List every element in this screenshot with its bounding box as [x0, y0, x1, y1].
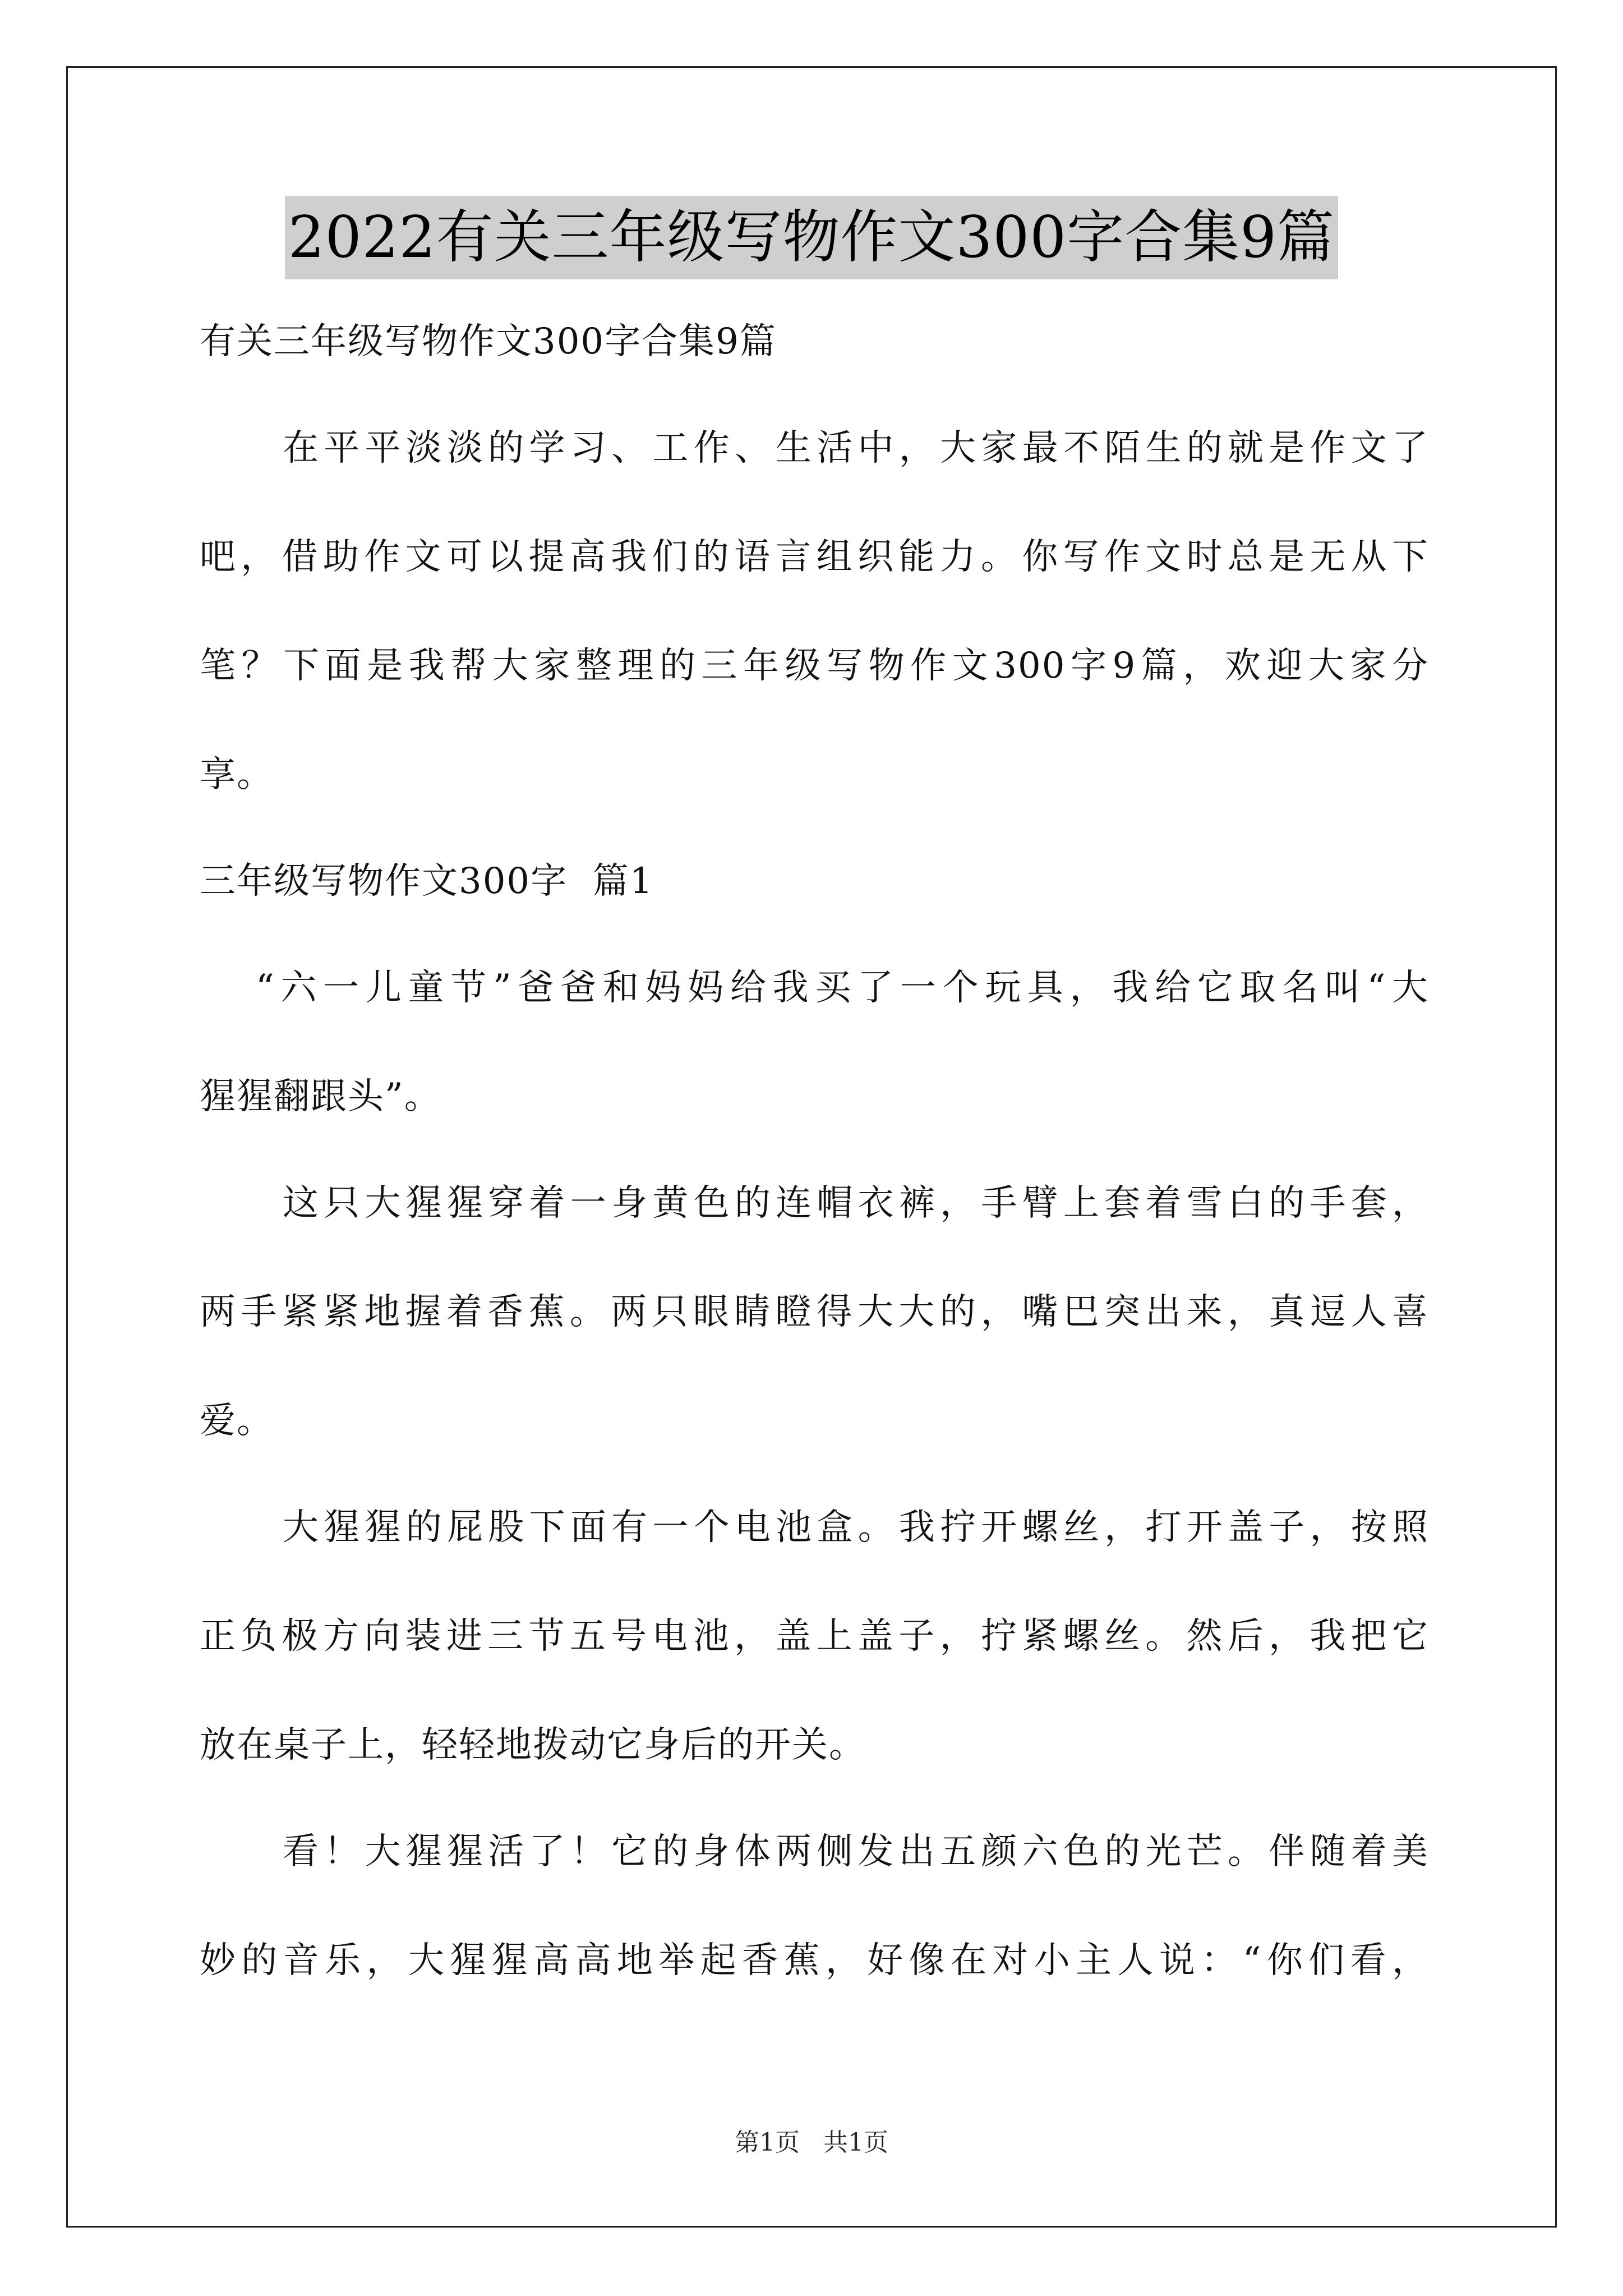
paragraph-line: 爱。	[200, 1400, 274, 1442]
paragraph-line: 正负极方向装进三节五号电池，盖上盖子，拧紧螺丝。然后，我把它	[200, 1616, 1429, 1657]
body-paragraph	[200, 1824, 1429, 1988]
paragraph-line: 吧，借助作文可以提高我们的语言组织能力。你写作文时总是无从下	[200, 536, 1429, 578]
document-subtitle: 有关三年级写物作文300字合集9篇	[200, 321, 777, 362]
paragraph-line: 笔？下面是我帮大家整理的三年级写物作文300字9篇，欢迎大家分	[200, 645, 1429, 687]
document-body	[200, 314, 1429, 2040]
paragraph-line: 看！大猩猩活了！它的身体两侧发出五颜六色的光芒。伴随着美	[283, 1831, 1429, 1872]
body-paragraph	[200, 1500, 1429, 1773]
paragraph-line: 妙的音乐，大猩猩高高地举起香蕉，好像在对小主人说：“你们看，	[200, 1940, 1429, 1981]
section-heading: 三年级写物作文300字 篇1	[200, 861, 654, 902]
document-title: 2022有关三年级写物作文300字合集9篇	[285, 196, 1338, 279]
title-container	[0, 196, 1623, 279]
body-paragraph	[200, 1176, 1429, 1448]
page-footer: 第1页 共1页	[735, 2128, 888, 2157]
paragraph-line: 大猩猩的屁股下面有一个电池盒。我拧开螺丝，打开盖子，按照	[283, 1507, 1429, 1548]
paragraph-line: 这只大猩猩穿着一身黄色的连帽衣裤，手臂上套着雪白的手套，	[283, 1182, 1429, 1224]
intro-paragraph	[200, 421, 1429, 802]
paragraph-line: 在平平淡淡的学习、工作、生活中，大家最不陌生的就是作文了	[283, 427, 1429, 469]
paragraph-line: 放在桌子上，轻轻地拨动它身后的开关。	[200, 1724, 866, 1766]
body-paragraph	[200, 960, 1429, 1124]
paragraph-line: 享。	[200, 754, 274, 795]
paragraph-line: 猩猩翻跟头”。	[200, 1076, 441, 1117]
paragraph-line: “六一儿童节”爸爸和妈妈给我买了一个玩具，我给它取名叫“大	[256, 967, 1429, 1009]
paragraph-line: 两手紧紧地握着香蕉。两只眼睛瞪得大大的，嘴巴突出来，真逗人喜	[200, 1291, 1429, 1333]
